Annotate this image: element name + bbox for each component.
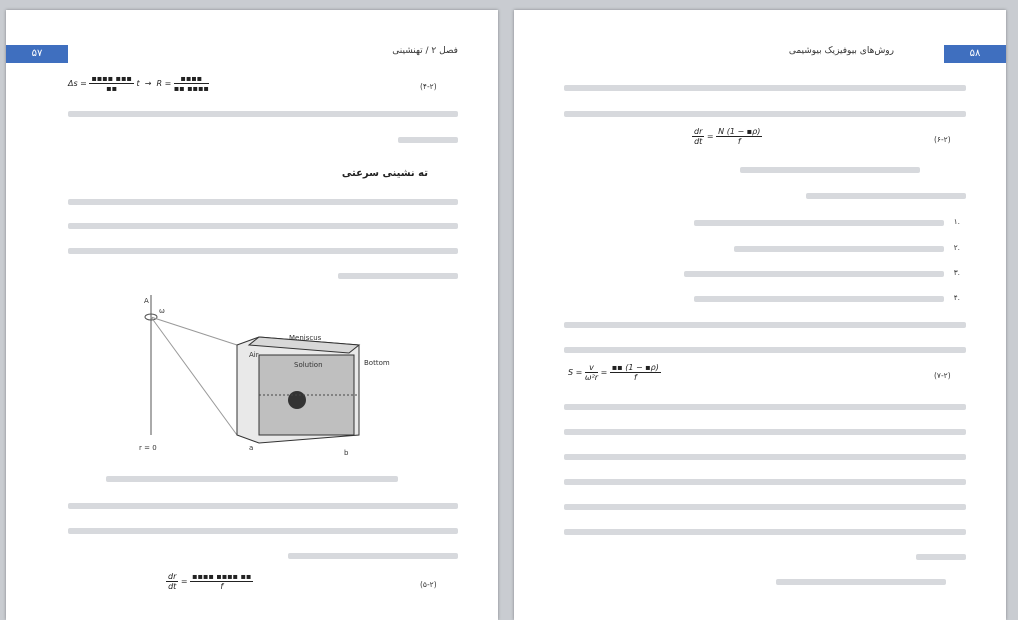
centrifuge-diagram <box>139 295 394 465</box>
text-line <box>564 322 966 328</box>
figure-label: Bottom <box>364 359 390 367</box>
text-line <box>564 111 966 117</box>
page-number-badge: ۵۸ <box>944 45 1006 63</box>
text-line <box>564 429 966 435</box>
equation-6-2: $\frac{dr}{dt}$ = $\frac{N (1 - ▪\rho)}{f}$ <box>694 127 761 146</box>
text-line <box>68 199 458 205</box>
equation-4-2: Δs = $\frac{▪▪▪▪ ▪▪▪}{▪▪}$ t → R = $\frac{▪▪▪▪}{▪▪ ▪▪▪▪}$ <box>68 74 209 93</box>
text-line <box>564 479 966 485</box>
equation-number: (۷-۲) <box>934 371 951 380</box>
text-line <box>564 504 966 510</box>
text-line <box>68 528 458 534</box>
text-line <box>288 553 458 559</box>
figure-label: Air <box>249 351 259 359</box>
right-page <box>514 10 1006 620</box>
page-header-title: روش‌های بیوفیزیک بیوشیمی <box>788 46 894 56</box>
list-marker: ۱. <box>953 217 960 226</box>
equation-7-2: S = $\frac{v}{\text{ω²r}}$ = $\frac{▪▪ (1 - ▪\rho)}{f}$ <box>568 363 659 382</box>
equation-number: (۶-۲) <box>934 135 951 144</box>
text-line <box>338 273 458 279</box>
equation-number: (۴-۲) <box>420 82 437 91</box>
text-line <box>564 404 966 410</box>
list-marker: ۲. <box>953 243 960 252</box>
text-line <box>564 347 966 353</box>
list-marker: ۴. <box>953 293 960 302</box>
figure-label: A <box>144 297 149 305</box>
list-item-text <box>734 246 944 252</box>
figure-caption <box>106 476 398 482</box>
list-item-text <box>694 220 944 226</box>
left-page <box>6 10 498 620</box>
text-line <box>564 529 966 535</box>
text-line <box>68 223 458 229</box>
figure-label: r = 0 <box>139 444 157 452</box>
text-line <box>68 111 458 117</box>
text-line <box>806 193 966 199</box>
figure-label: a <box>249 444 254 452</box>
text-line <box>398 137 458 143</box>
list-item-text <box>684 271 944 277</box>
text-line <box>564 85 966 91</box>
figure-label: ω <box>159 307 165 315</box>
text-line <box>564 454 966 460</box>
text-line <box>68 503 458 509</box>
list-item-text <box>694 296 944 302</box>
text-line <box>68 248 458 254</box>
equation-number: (۵-۲) <box>420 580 437 589</box>
figure-label: Meniscus <box>289 334 322 342</box>
text-line <box>776 579 946 585</box>
page-number-badge: ۵۷ <box>6 45 68 63</box>
equation-5-2: $\frac{dr}{dt}$ = $\frac{▪▪▪▪ ▪▪▪▪ ▪▪}{f}$ <box>168 572 252 591</box>
figure-label: b <box>344 449 349 457</box>
text-line <box>916 554 966 560</box>
figure-label: Solution <box>294 361 323 369</box>
list-marker: ۳. <box>953 268 960 277</box>
text-line <box>740 167 920 173</box>
section-heading: ته نشینی سرعتی <box>341 168 428 179</box>
page-header-title: فصل ۲ / تهنشینی <box>392 46 458 56</box>
